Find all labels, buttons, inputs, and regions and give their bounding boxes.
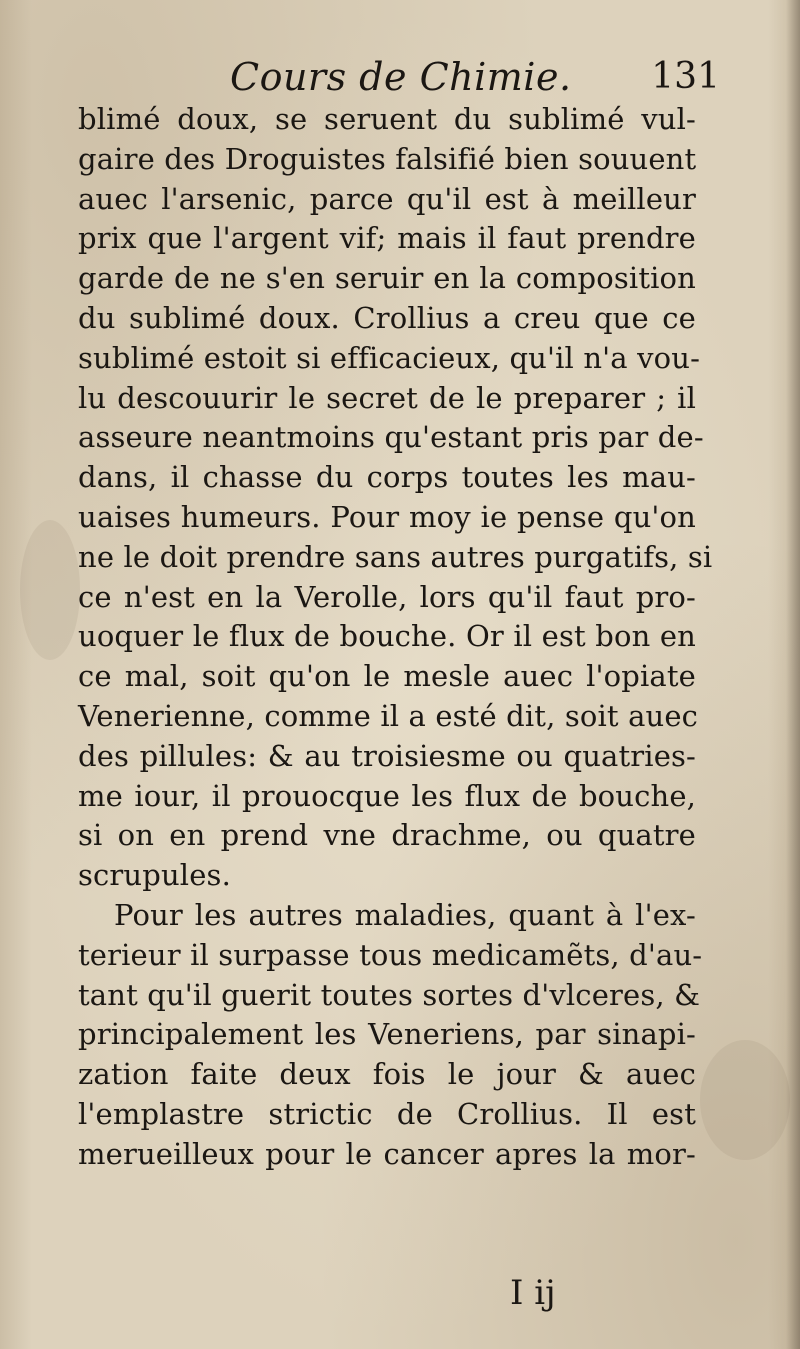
text-line: terieur il surpasse tous medicamẽts, d'au- [78, 937, 703, 972]
text-line: dans, il chasse du corps toutes les mau- [78, 460, 696, 495]
page-number: 131 [651, 56, 720, 97]
paper-stain [20, 520, 80, 660]
text-line: scrupules. [78, 858, 231, 893]
text-line: garde de ne s'en seruir en la composition [78, 261, 696, 296]
text-line: l'emplastre strictic de Crollius. Il est [78, 1096, 696, 1131]
text-line: prix que l'argent vif; mais il faut prendre [78, 221, 696, 256]
text-line: ne le doit prendre sans autres purgatifs, si [78, 539, 713, 574]
running-head [60, 52, 720, 102]
text-line: uoquer le flux de bouche. Or il est bon en [78, 619, 696, 654]
page-edge-shadow [786, 0, 800, 1349]
text-line: ce n'est en la Verolle, lors qu'il faut pro- [78, 579, 696, 614]
text-line: si on en prend vne drachme, ou quatre [78, 818, 696, 853]
paper-stain [700, 1040, 790, 1160]
text-line: Venerienne, comme il a esté dit, soit auec [78, 698, 699, 733]
text-line: tant qu'il guerit toutes sortes d'vlceres, & [78, 977, 701, 1012]
text-line: asseure neantmoins qu'estant pris par de- [78, 420, 704, 455]
signature-mark: I ij [510, 1273, 556, 1313]
text-line: me iour, il prouocque les flux de bouche, [78, 778, 696, 813]
running-title: Cours de Chimie. [230, 55, 572, 99]
text-line: blimé doux, se seruent du sublimé vul- [78, 102, 696, 136]
body-text [78, 100, 713, 1175]
text-line: sublimé estoit si efficacieux, qu'il n'a vou- [78, 340, 701, 375]
text-line: du sublimé doux. Crollius a creu que ce [78, 300, 696, 335]
text-line: merueilleux pour le cancer apres la mor- [78, 1136, 696, 1171]
text-line: lu descouurir le secret de le preparer ; il [78, 380, 696, 415]
text-line: auec l'arsenic, parce qu'il est à meilleur [78, 181, 696, 216]
text-line: principalement les Veneriens, par sinapi- [78, 1017, 696, 1052]
text-line: gaire des Droguistes falsifié bien souuent [78, 141, 697, 176]
text-line: ce mal, soit qu'on le mesle auec l'opiate [78, 659, 696, 694]
text-line: uaises humeurs. Pour moy ie pense qu'on [78, 499, 696, 534]
text-line: des pillules: & au troisiesme ou quatries- [78, 738, 696, 773]
text-line: zation faite deux fois le jour & auec [78, 1057, 696, 1092]
text-line: Pour les autres maladies, quant à l'ex- [114, 897, 696, 932]
